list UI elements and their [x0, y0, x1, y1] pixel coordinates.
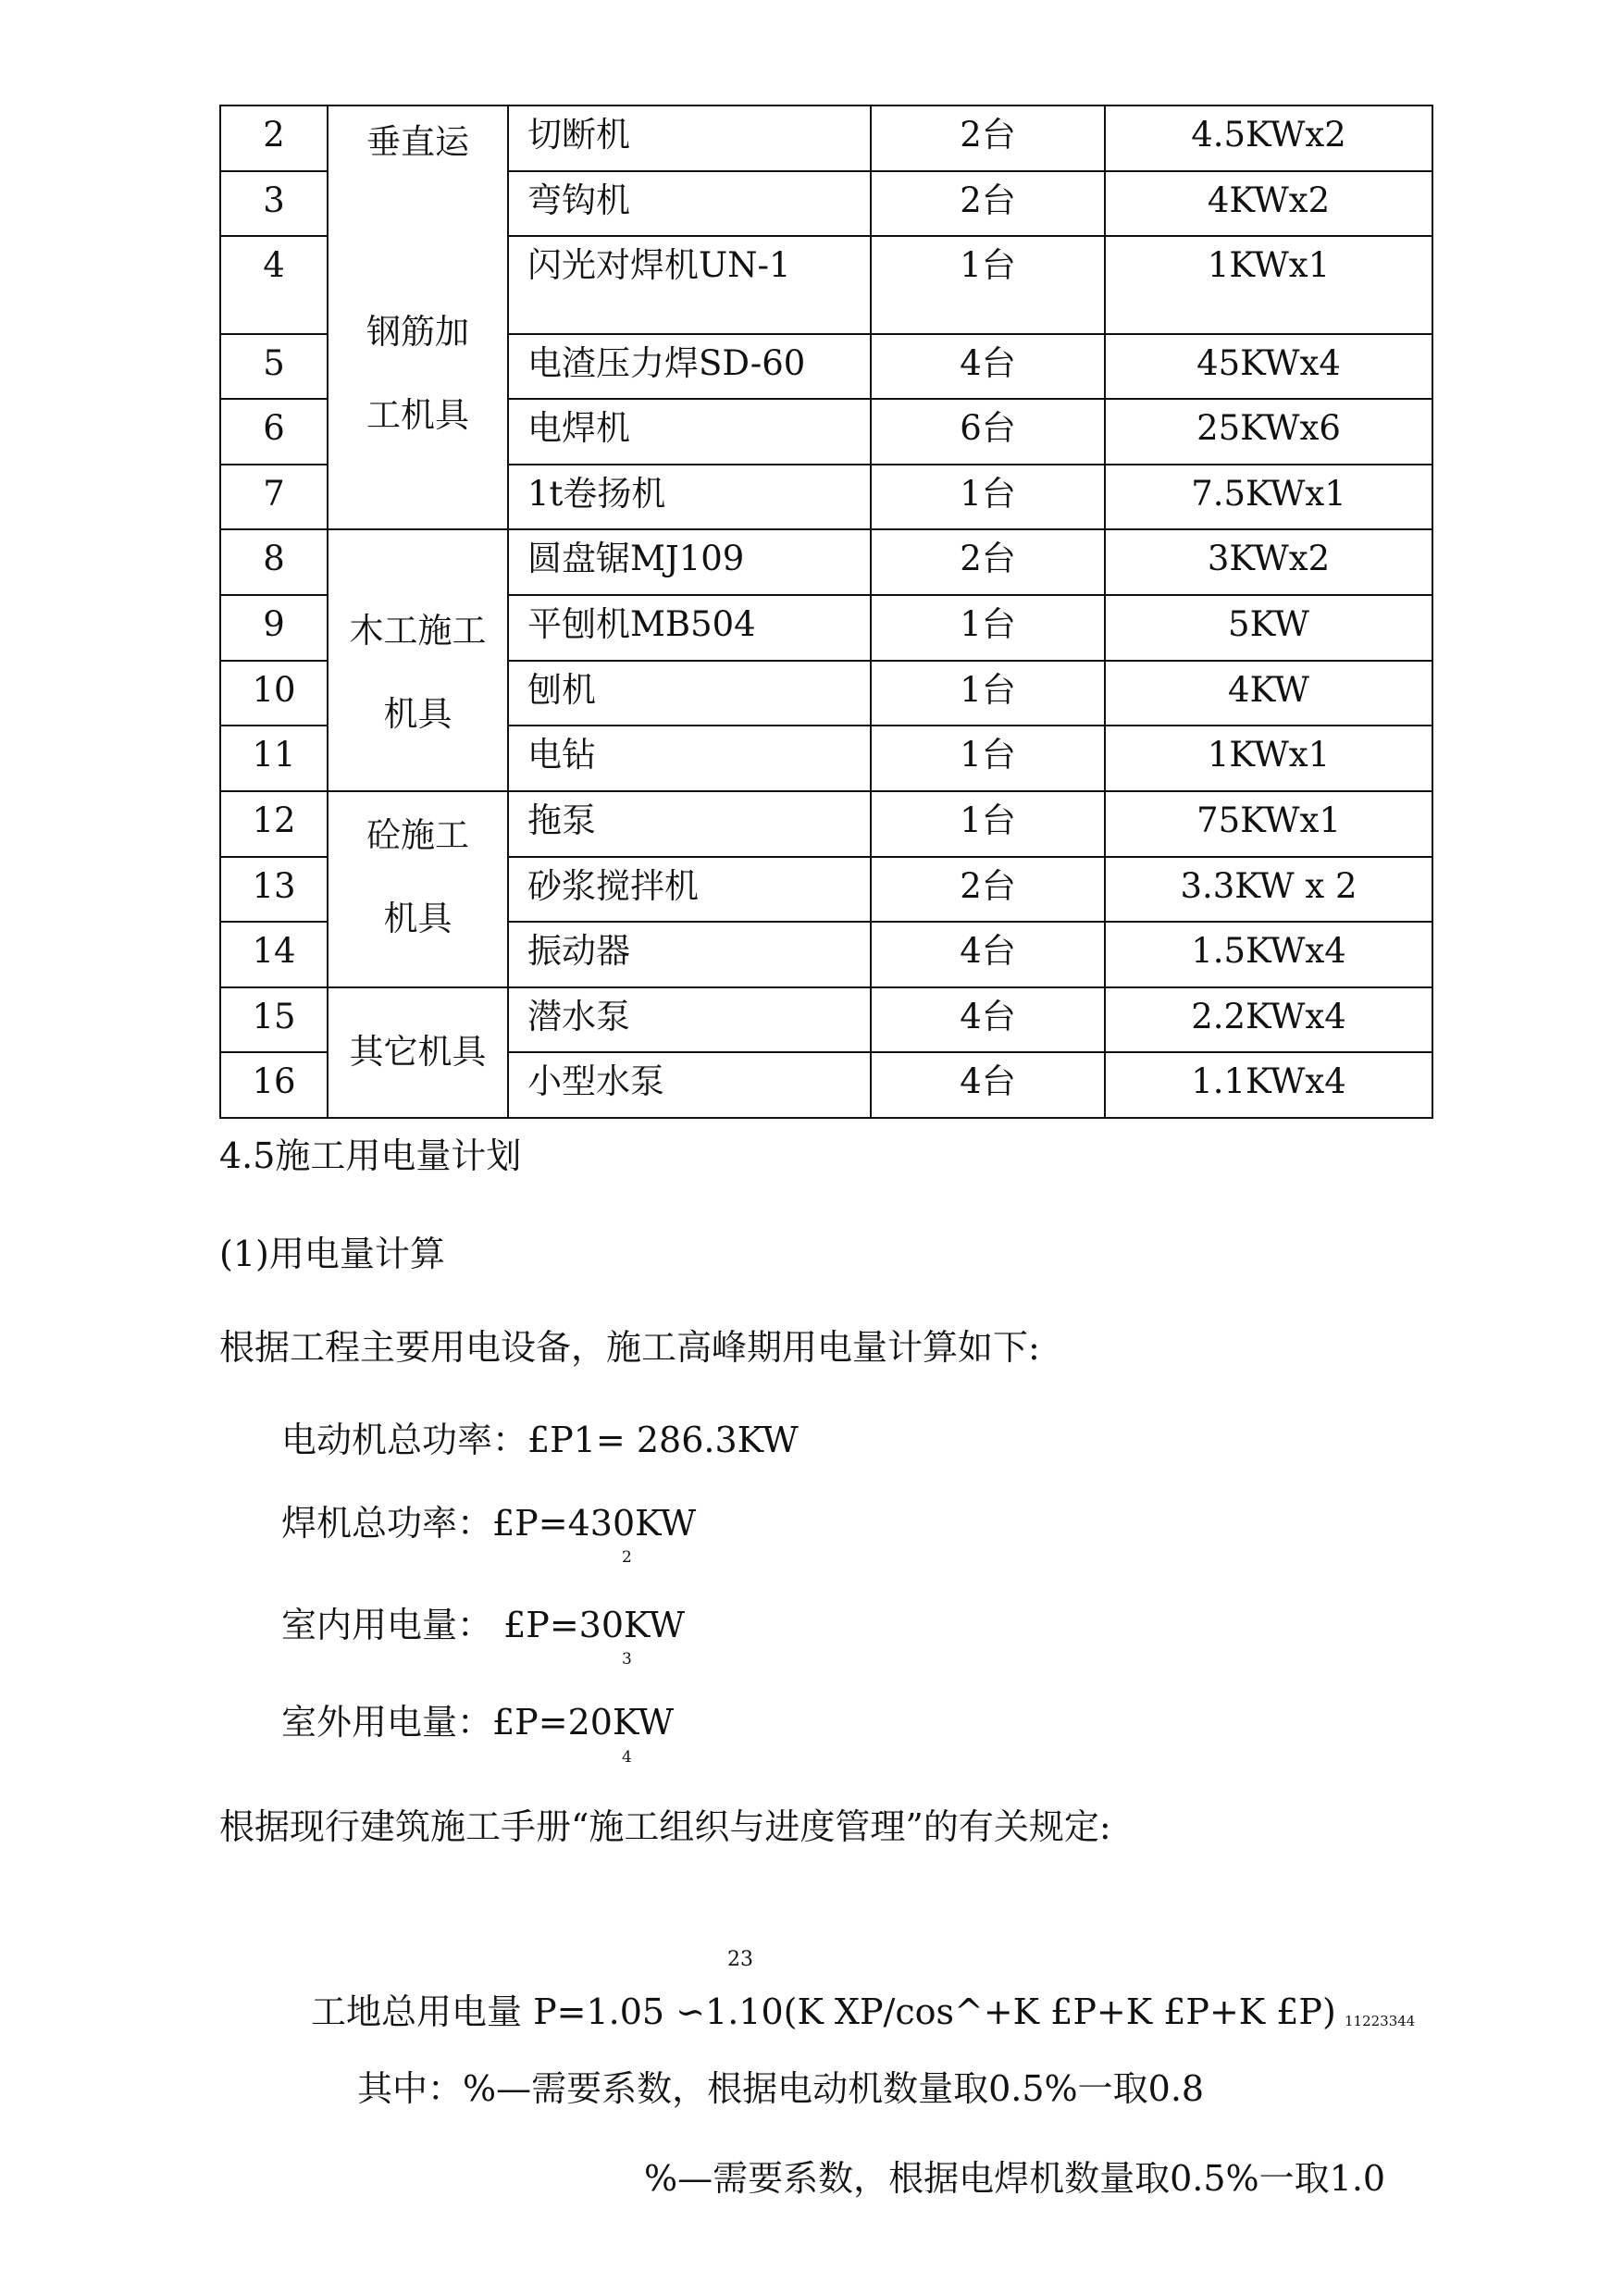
quantity-cell: [871, 726, 1105, 791]
quantity-cell: [871, 236, 1105, 334]
equipment-name-cell-text: 1t卷扬机: [527, 474, 666, 514]
group-label: 机具: [383, 899, 452, 938]
quantity-cell-text: 4台: [960, 931, 1016, 971]
power-cell: [1105, 465, 1432, 529]
table-row: [220, 987, 1432, 1052]
group-concrete-machinery: [328, 791, 508, 987]
quantity-cell-text: 1台: [960, 735, 1016, 775]
equipment-name-cell-text: 拖泵: [527, 800, 596, 840]
equipment-name-cell: [508, 595, 871, 661]
section-title: 4.5施工用电量计划: [219, 1135, 522, 1176]
power-cell: [1105, 791, 1432, 857]
row-number-cell-text: 3: [263, 180, 285, 220]
quantity-cell: [871, 791, 1105, 857]
equipment-name-cell: [508, 529, 871, 595]
equipment-name-cell: [508, 334, 871, 399]
equipment-name-cell: [508, 399, 871, 465]
power-cell: [1105, 529, 1432, 595]
equipment-name-cell: [508, 987, 871, 1052]
power-cell-text: 1.1KWx4: [1191, 1061, 1346, 1101]
equipment-name-cell-text: 振动器: [527, 931, 630, 971]
row-number-cell: [220, 1052, 328, 1118]
power-cell: [1105, 595, 1432, 661]
table-row: [220, 529, 1432, 595]
equipment-name-cell-text: 刨机: [527, 670, 596, 710]
row-number-cell-text: 4: [263, 245, 285, 285]
quantity-cell-text: 1台: [960, 245, 1016, 285]
equipment-name-cell-text: 潜水泵: [527, 997, 630, 1036]
quantity-cell-text: 1台: [960, 800, 1016, 840]
power-cell-text: 2.2KWx4: [1191, 997, 1346, 1036]
formula-superscript: 23: [727, 1948, 753, 1971]
note-welder-coefficient: %—需要系数，根据电焊机数量取0.5%一取1.0: [644, 2158, 1386, 2199]
row-number-cell-text: 8: [263, 539, 285, 578]
quantity-cell: [871, 529, 1105, 595]
power-cell-text: 25KWx6: [1196, 408, 1341, 448]
row-number-cell-text: 2: [263, 115, 285, 155]
row-number-cell: [220, 987, 328, 1052]
power-cell-text: 75KWx1: [1196, 800, 1341, 840]
quantity-cell: [871, 105, 1105, 171]
equipment-name-cell: [508, 726, 871, 791]
indoor-subscript: 3: [622, 1650, 632, 1669]
motor-power-line: 电动机总功率：£P1= 286.3KW: [281, 1420, 799, 1460]
indoor-power-line: 室内用电量： £P=30KW: [281, 1605, 686, 1645]
group-other-machinery: [328, 987, 508, 1118]
intro-paragraph: 根据工程主要用电设备，施工高峰期用电量计算如下:: [219, 1327, 1040, 1368]
row-number-cell: [220, 726, 328, 791]
row-number-cell: [220, 857, 328, 922]
row-number-cell-text: 15: [252, 997, 296, 1036]
quantity-cell: [871, 987, 1105, 1052]
quantity-cell-text: 4台: [960, 343, 1016, 383]
quantity-cell-text: 2台: [960, 180, 1016, 220]
row-number-cell: [220, 661, 328, 726]
equipment-name-cell: [508, 171, 871, 236]
quantity-cell-text: 2台: [960, 866, 1016, 906]
power-cell: [1105, 987, 1432, 1052]
regulation-paragraph: 根据现行建筑施工手册“施工组织与进度管理”的有关规定:: [219, 1806, 1111, 1847]
equipment-name-cell-text: 小型水泵: [527, 1061, 664, 1101]
outdoor-subscript: 4: [622, 1748, 632, 1767]
equipment-name-cell-text: 闪光对焊机UN-1: [527, 245, 791, 285]
group-label: 机具: [383, 694, 452, 734]
row-number-cell-text: 12: [252, 800, 296, 840]
quantity-cell: [871, 922, 1105, 987]
equipment-name-cell-text: 砂浆搅拌机: [527, 866, 699, 906]
row-number-cell: [220, 105, 328, 171]
group-label: 其它机具: [349, 1032, 487, 1072]
group-label: 木工施工: [349, 611, 487, 651]
table-row: [220, 105, 1432, 171]
row-number-cell-text: 9: [263, 604, 285, 644]
equipment-name-cell: [508, 236, 871, 334]
quantity-cell-text: 1台: [960, 604, 1016, 644]
equipment-name-cell: [508, 465, 871, 529]
power-cell: [1105, 857, 1432, 922]
welder-subscript: 2: [622, 1548, 632, 1567]
sub-title: (1)用电量计算: [219, 1234, 445, 1274]
equipment-name-cell-text: 弯钩机: [527, 180, 630, 220]
row-number-cell-text: 10: [252, 670, 296, 710]
row-number-cell: [220, 595, 328, 661]
group-rebar-machinery: [328, 105, 508, 529]
quantity-cell-text: 4台: [960, 997, 1016, 1036]
table-row: [220, 791, 1432, 857]
power-cell: [1105, 726, 1432, 791]
quantity-cell: [871, 334, 1105, 399]
power-cell: [1105, 661, 1432, 726]
equipment-name-cell-text: 平刨机MB504: [527, 604, 756, 644]
quantity-cell-text: 6台: [960, 408, 1016, 448]
welder-power-line: 焊机总功率：£P=430KW: [281, 1503, 697, 1544]
formula-subscripts: 11223344: [1345, 2013, 1416, 2029]
row-number-cell: [220, 465, 328, 529]
row-number-cell-text: 6: [263, 408, 285, 448]
row-number-cell: [220, 922, 328, 987]
row-number-cell: [220, 236, 328, 334]
power-cell: [1105, 171, 1432, 236]
row-number-cell: [220, 334, 328, 399]
row-number-cell: [220, 399, 328, 465]
group-label: 垂直运: [366, 122, 469, 162]
quantity-cell: [871, 1052, 1105, 1118]
equipment-name-cell: [508, 105, 871, 171]
power-cell: [1105, 334, 1432, 399]
row-number-cell-text: 13: [252, 866, 296, 906]
power-cell: [1105, 922, 1432, 987]
equipment-name-cell-text: 电焊机: [527, 408, 630, 448]
power-cell-text: 7.5KWx1: [1191, 474, 1346, 514]
quantity-cell: [871, 661, 1105, 726]
row-number-cell: [220, 791, 328, 857]
formula-line: 工地总用电量 P=1.05 ∽1.10(K XP/cos^+K £P+K £P+K £P): [311, 1991, 1336, 2032]
row-number-cell-text: 5: [263, 343, 285, 383]
row-number-cell-text: 11: [252, 735, 296, 775]
quantity-cell: [871, 595, 1105, 661]
power-cell-text: 3KWx2: [1207, 539, 1331, 578]
group-label: 工机具: [366, 395, 469, 435]
row-number-cell: [220, 171, 328, 236]
group-carpentry-machinery: [328, 529, 508, 791]
equipment-name-cell-text: 电渣压力焊SD-60: [527, 343, 806, 383]
quantity-cell-text: 1台: [960, 670, 1016, 710]
quantity-cell-text: 2台: [960, 539, 1016, 578]
quantity-cell-text: 4台: [960, 1061, 1016, 1101]
power-cell: [1105, 1052, 1432, 1118]
quantity-cell-text: 2台: [960, 115, 1016, 155]
group-label: 钢筋加: [366, 312, 469, 352]
quantity-cell-text: 1台: [960, 474, 1016, 514]
power-cell-text: 1KWx1: [1207, 245, 1331, 285]
row-number-cell-text: 14: [252, 931, 296, 971]
power-cell-text: 3.3KW x 2: [1180, 866, 1357, 906]
equipment-name-cell: [508, 791, 871, 857]
equipment-table: [219, 105, 1433, 1119]
quantity-cell: [871, 171, 1105, 236]
equipment-name-cell: [508, 661, 871, 726]
power-cell: [1105, 105, 1432, 171]
quantity-cell: [871, 399, 1105, 465]
equipment-name-cell-text: 切断机: [527, 115, 630, 155]
equipment-name-cell-text: 电钻: [527, 735, 596, 775]
power-cell-text: 4KW: [1228, 670, 1309, 710]
outdoor-power-line: 室外用电量：£P=20KW: [281, 1702, 675, 1743]
equipment-name-cell-text: 圆盘锯MJ109: [527, 539, 745, 578]
power-cell: [1105, 399, 1432, 465]
row-number-cell: [220, 529, 328, 595]
power-cell-text: 5KW: [1228, 604, 1309, 644]
equipment-name-cell: [508, 922, 871, 987]
power-cell-text: 4KWx2: [1207, 180, 1331, 220]
row-number-cell-text: 16: [252, 1061, 296, 1101]
power-cell-text: 45KWx4: [1196, 343, 1341, 383]
note-motor-coefficient: 其中：%—需要系数，根据电动机数量取0.5%一取0.8: [357, 2068, 1205, 2109]
power-cell: [1105, 236, 1432, 334]
power-cell-text: 1KWx1: [1207, 735, 1331, 775]
quantity-cell: [871, 465, 1105, 529]
power-cell-text: 4.5KWx2: [1191, 115, 1346, 155]
power-cell-text: 1.5KWx4: [1191, 931, 1346, 971]
equipment-name-cell: [508, 1052, 871, 1118]
row-number-cell-text: 7: [263, 474, 285, 514]
equipment-name-cell: [508, 857, 871, 922]
group-label: 砼施工: [366, 815, 469, 855]
quantity-cell: [871, 857, 1105, 922]
